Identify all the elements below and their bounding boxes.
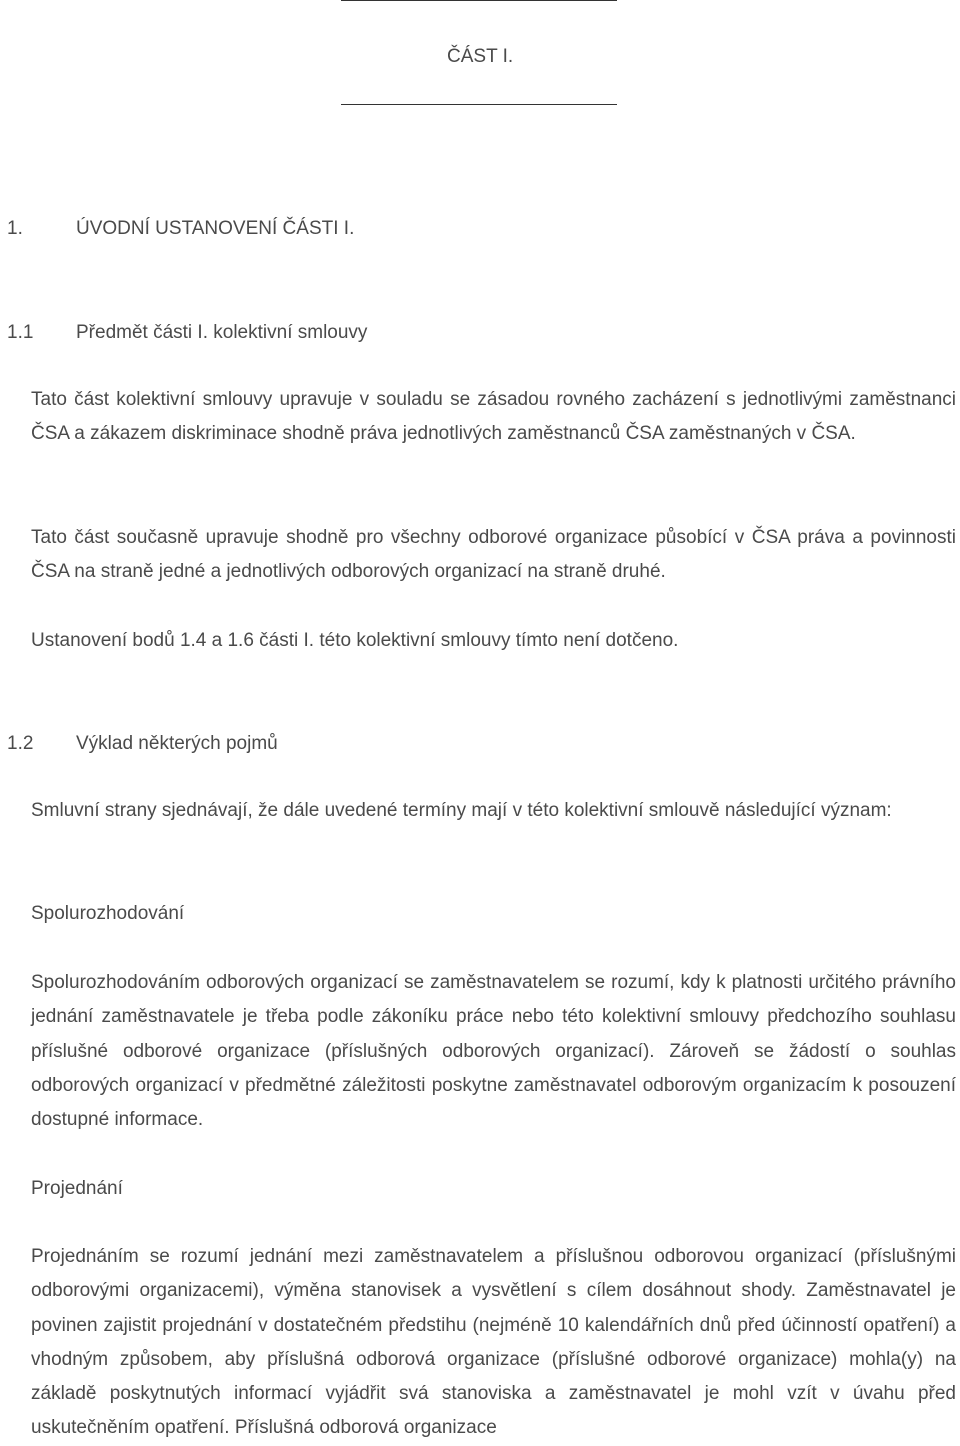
section-title: ÚVODNÍ USTANOVENÍ ČÁSTI I. <box>76 218 355 239</box>
paragraph: Smluvní strany sjednávají, že dále uvedené termíny mají v této kolektivní smlouvě následující význam: <box>31 800 892 821</box>
section-number: 1.2 <box>7 733 34 754</box>
part-title: ČÁST I. <box>447 46 514 67</box>
term-definition: Projednáním se rozumí jednání mezi zaměstnavatelem a příslušnou odborovou organizací (příslušnými odborovými organizacemi), výměna stanovisek a vysvětlení s cílem dosáhnout shody. Zaměstnavatel je povinen zajistit projednání v dostatečném předstihu (nejméně 10 kalendářních dnů před účinností opatření) a vhodným způsobem, aby příslušná odborová organizace (příslušné odborové organizace) mohla(y) na základě poskytnutých informací vyjádřit svá stanoviska a zaměstnavatel je mohl vzít v úvahu před uskutečněním opatření. Příslušná odborová organizace <box>31 1246 956 1439</box>
term-heading: Projednání <box>31 1178 123 1199</box>
top-rule <box>341 0 617 1</box>
section-title: Předmět části I. kolektivní smlouvy <box>76 322 368 343</box>
paragraph: Tato část kolektivní smlouvy upravuje v souladu se zásadou rovného zacházení s jednotlivými zaměstnanci ČSA a zákazem diskriminace shodně práva jednotlivých zaměstnanců ČSA zaměstnaných v ČSA. <box>31 389 956 445</box>
term-definition: Spolurozhodováním odborových organizací se zaměstnavatelem se rozumí, kdy k platnosti určitého právního jednání zaměstnavatele je třeba podle zákoníku práce nebo této kolektivní smlouvy předchozího souhlasu příslušné odborové organizace (příslušných odborových organizací). Zároveň se žádostí o souhlas odborových organizací v předmětné záležitosti poskytne zaměstnavatel odborovým organizacím k posouzení dostupné informace. <box>31 972 956 1131</box>
paragraph: Tato část současně upravuje shodně pro všechny odborové organizace působící v ČSA práva a povinnosti ČSA na straně jedné a jednotlivých odborových organizací na straně druhé. <box>31 527 956 583</box>
section-number: 1.1 <box>7 322 34 343</box>
section-number: 1. <box>7 218 23 239</box>
section-title: Výklad některých pojmů <box>76 733 278 754</box>
title-rule <box>341 104 617 105</box>
paragraph: Ustanovení bodů 1.4 a 1.6 části I. této kolektivní smlouvy tímto není dotčeno. <box>31 630 679 651</box>
term-heading: Spolurozhodování <box>31 903 185 924</box>
